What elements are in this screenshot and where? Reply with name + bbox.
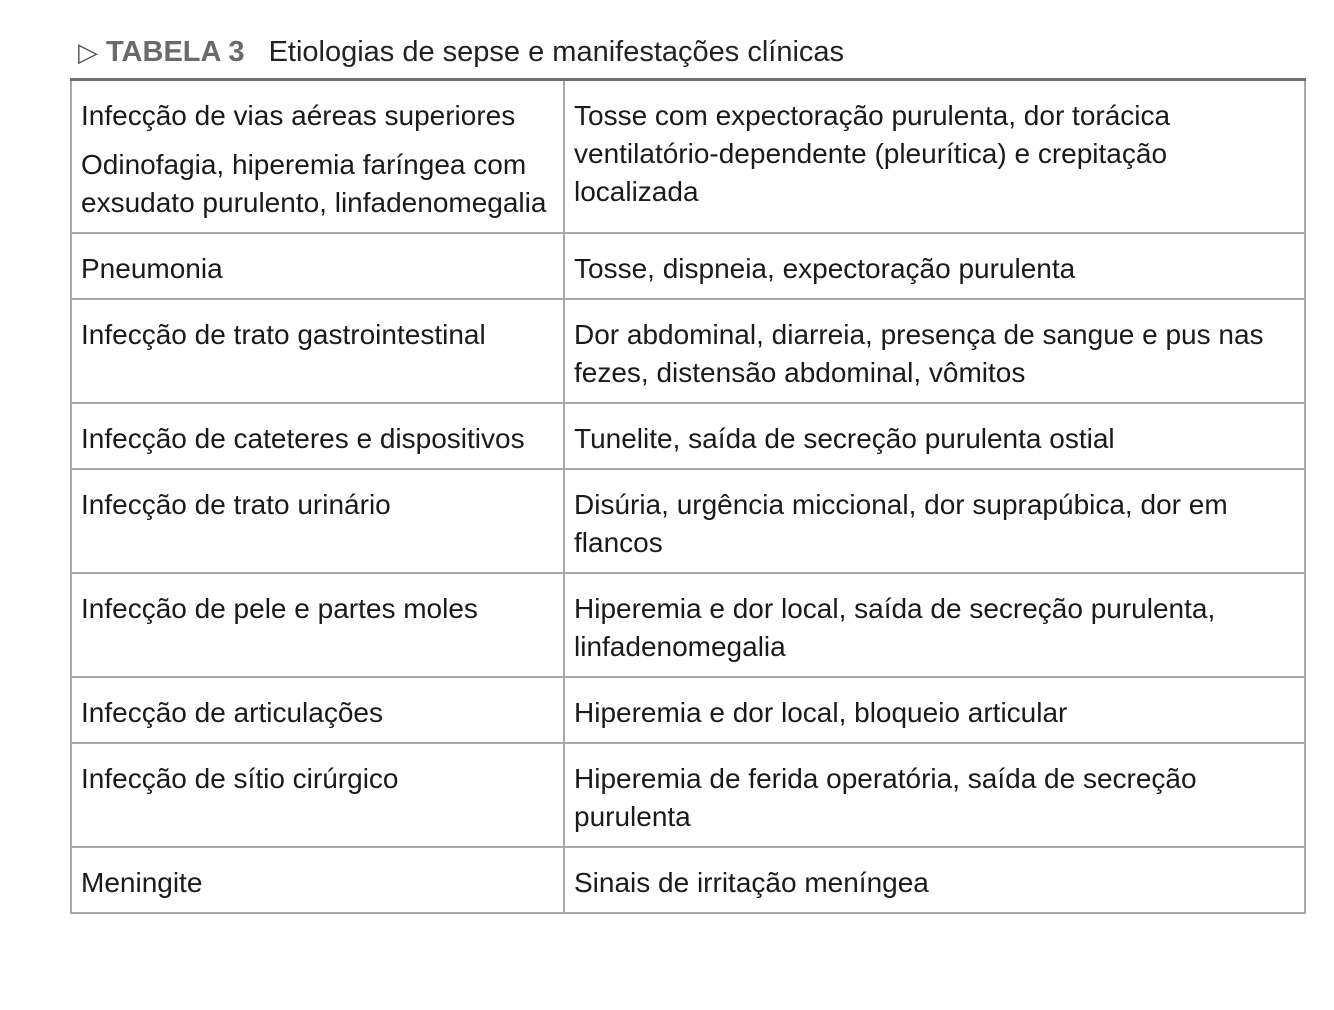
manifestation-cell: Disúria, urgência miccional, dor suprapúbica, dor em flancos xyxy=(564,469,1305,573)
etiology-cell: Infecção de cateteres e dispositivos xyxy=(71,403,564,469)
etiology-subnote: Odinofagia, hiperemia faríngea com exsudato purulento, linfadenomegalia xyxy=(81,149,547,218)
etiology-cell: Infecção de pele e partes moles xyxy=(71,573,564,677)
table-row xyxy=(71,80,1305,234)
etiology-cell: Infecção de sítio cirúrgico xyxy=(71,743,564,847)
table-row xyxy=(71,847,1305,913)
table-row xyxy=(71,469,1305,573)
table-title: Etiologias de sepse e manifestações clínicas xyxy=(268,35,845,68)
etiology-cell: Meningite xyxy=(71,847,564,913)
etiology-cell xyxy=(71,80,564,234)
table-row xyxy=(71,299,1305,403)
table-label: TABELA 3 xyxy=(106,35,245,68)
etiology-cell: Pneumonia xyxy=(71,233,564,299)
table-row xyxy=(71,233,1305,299)
manifestation-cell: Tunelite, saída de secreção purulenta ostial xyxy=(564,403,1305,469)
table-row xyxy=(71,403,1305,469)
manifestation-cell: Dor abdominal, diarreia, presença de sangue e pus nas fezes, distensão abdominal, vômitos xyxy=(564,299,1305,403)
table-row xyxy=(71,573,1305,677)
manifestation-cell: Hiperemia e dor local, saída de secreção purulenta, linfadenomegalia xyxy=(564,573,1305,677)
triangle-right-icon: ▷ xyxy=(78,36,98,67)
etiology-cell: Infecção de trato urinário xyxy=(71,469,564,573)
manifestation-cell: Tosse com expectoração purulenta, dor torácica ventilatório-dependente (pleurítica) e crepitação localizada xyxy=(564,80,1305,234)
etiology-cell: Infecção de articulações xyxy=(71,677,564,743)
manifestation-cell: Hiperemia e dor local, bloqueio articular xyxy=(564,677,1305,743)
table-row xyxy=(71,677,1305,743)
manifestation-cell: Hiperemia de ferida operatória, saída de secreção purulenta xyxy=(564,743,1305,847)
etiology-cell: Infecção de trato gastrointestinal xyxy=(71,299,564,403)
etiology-table xyxy=(70,78,1306,914)
table-row xyxy=(71,743,1305,847)
etiology-name: Infecção de vias aéreas superiores xyxy=(81,100,516,131)
manifestation-cell: Sinais de irritação meníngea xyxy=(564,847,1305,913)
table-caption xyxy=(78,32,844,72)
manifestation-cell: Tosse, dispneia, expectoração purulenta xyxy=(564,233,1305,299)
